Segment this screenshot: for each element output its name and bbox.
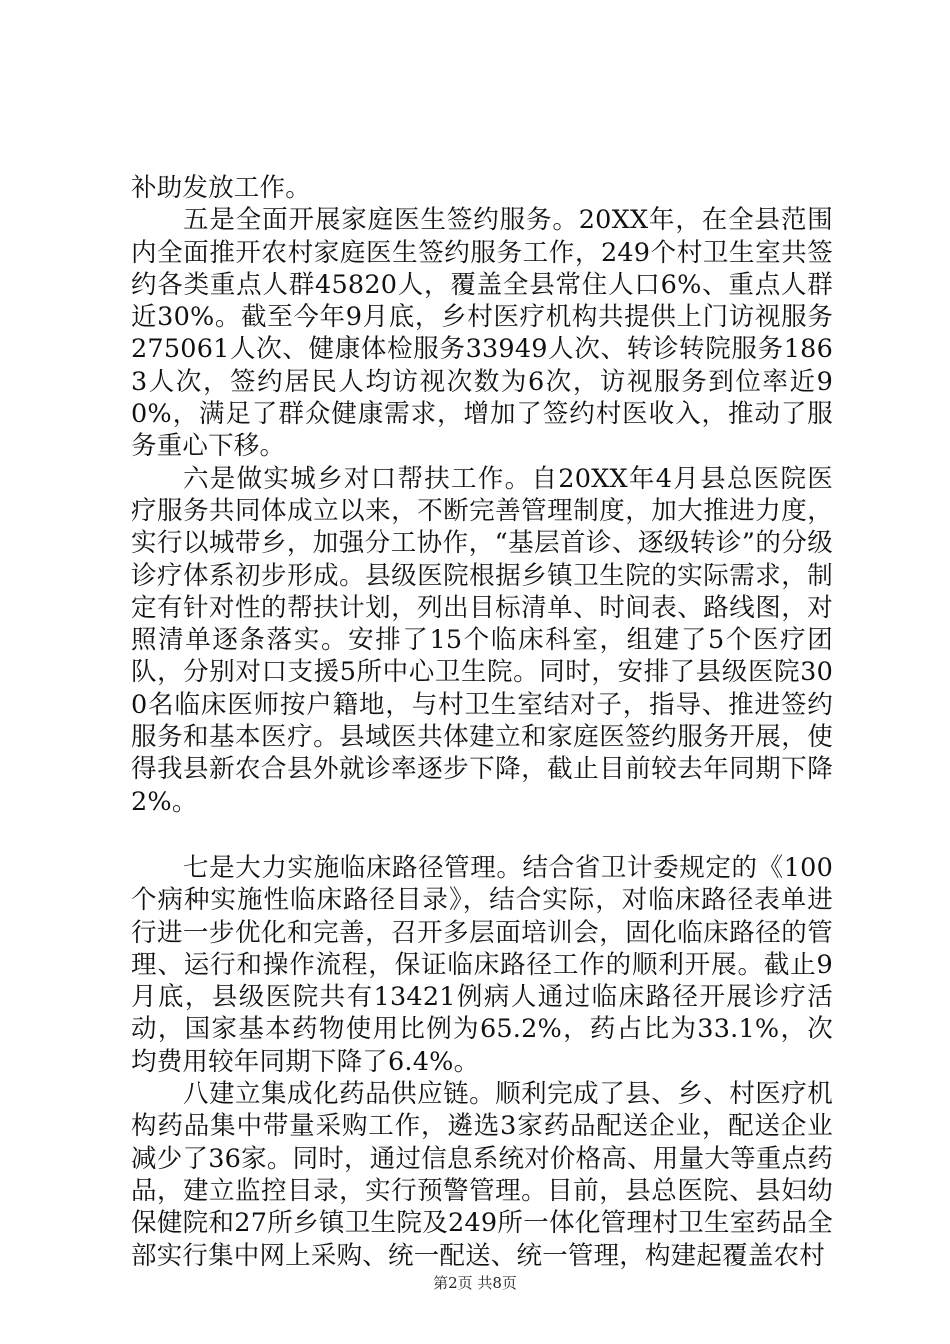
paragraph-clinical-pathway: 七是大力实施临床路径管理。结合省卫计委规定的《100个病种实施性临床路径目录》，结合实际，对临床路径表单进行进一步优化和完善，召开多层面培训会，固化临床路径的管理、运行和操作流程，保证临床路径工作的顺利开展。截止9月底，县级医院共有13421例病人通过临床路径开展诊疗活动，国家基本药物使用比例为65.2%，药占比为33.1%，次均费用较年同期下降了6.4%。 [131, 852, 833, 1077]
document-body [131, 172, 833, 1272]
paragraph-continuation: 补助发放工作。 [131, 173, 311, 203]
paragraph-drug-supply-chain: 八建立集成化药品供应链。顺利完成了县、乡、村医疗机构药品集中带量采购工作，遴选3家药品配送企业，配送企业减少了36家。同时，通过信息系统对价格高、用量大等重点药品，建立监控目录，实行预警管理。目前，县总医院、县妇幼保健院和27所乡镇卫生院及249所一体化管理村卫生室药品全部实行集中网上采购、统一配送、统一管理，构建起覆盖农村 [131, 1079, 833, 1271]
page-number-footer: 第2页 共8页 [433, 1274, 517, 1292]
paragraph-family-doctor: 五是全面开展家庭医生签约服务。20XX年，在全县范围内全面推开农村家庭医生签约服务工作，249个村卫生室共签约各类重点人群45820人，覆盖全县常住人口6%、重点人群近30%。截至今年9月底，乡村医疗机构共提供上门访视服务275061人次、健康体检服务33949人次、转诊转院服务1863人次，签约居民人均访视次数为6次，访视服务到位率近90%，满足了群众健康需求，增加了签约村医收入，推动了服务重心下移。 [131, 205, 833, 462]
paragraph-urban-rural-support: 六是做实城乡对口帮扶工作。自20XX年4月县总医院医疗服务共同体成立以来，不断完善管理制度，加大推进力度，实行以城带乡，加强分工协作，“基层首诊、逐级转诊”的分级诊疗体系初步形成。县级医院根据乡镇卫生院的实际需求，制定有针对性的帮扶计划，列出目标清单、时间表、路线图，对照清单逐条落实。安排了15个临床科室，组建了5个医疗团队，分别对口支援5所中心卫生院。同时，安排了县级医院300名临床医师按户籍地，与村卫生室结对子，指导、推进签约服务和基本医疗。县域医共体建立和家庭医签约服务开展，使得我县新农合县外就诊率逐步下降，截止目前较去年同期下降2%。 [131, 463, 833, 817]
